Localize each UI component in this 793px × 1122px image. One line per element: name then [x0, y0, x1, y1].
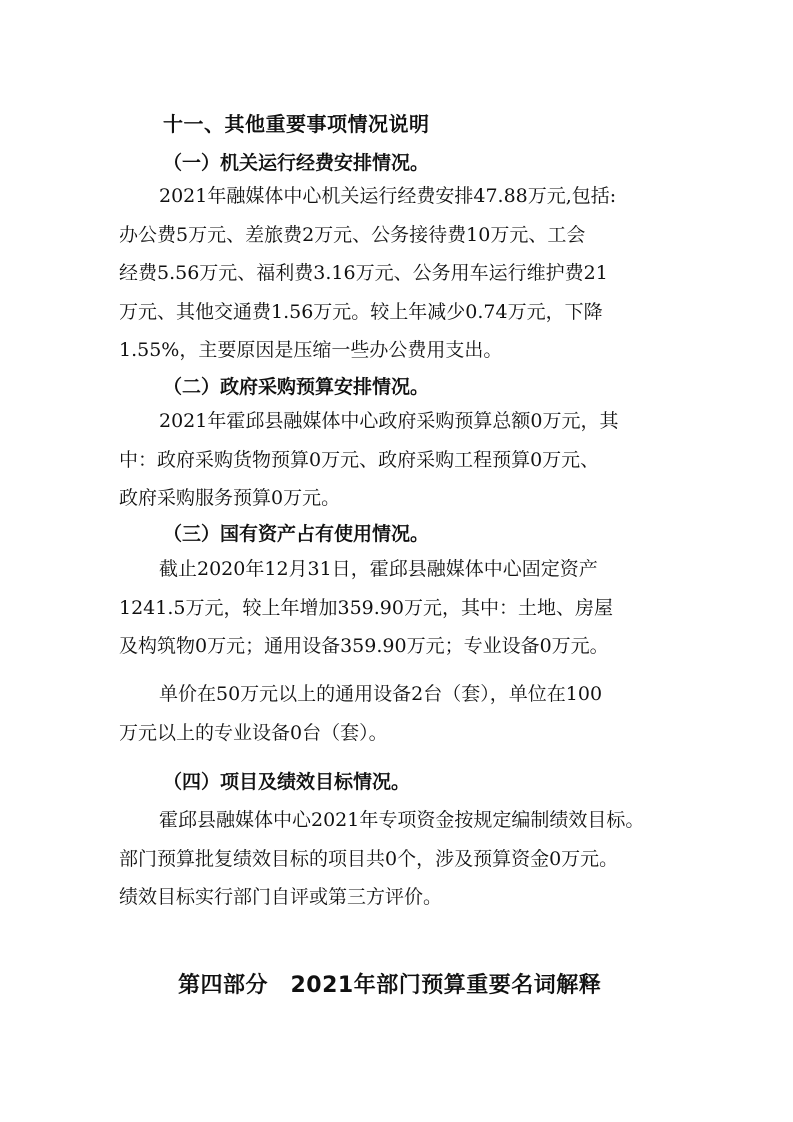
sub3-paragraph-a [119, 550, 685, 666]
section-heading: 十一、其他重要事项情况说明 [163, 112, 430, 136]
paragraph-line: 政府采购服务预算0万元。 [119, 487, 341, 509]
sub3-title: （三）国有资产占有使用情况。 [163, 523, 430, 545]
sub2-title: （二）政府采购预算安排情况。 [163, 376, 430, 398]
paragraph-line: 万元以上的专业设备0台（套）。 [119, 721, 388, 744]
paragraph-line: 万元、其他交通费1.56万元。较上年减少0.74万元，下降 [119, 300, 603, 323]
paragraph-line: 单价在50万元以上的通用设备2台（套），单位在100 [159, 683, 603, 705]
paragraph-line: 部门预算批复绩效目标的项目共0个，涉及预算资金0万元。 [119, 847, 619, 870]
paragraph-line: 办公费5万元、差旅费2万元、公务接待费10万元、工会 [119, 223, 586, 246]
sub1-paragraph [119, 177, 685, 370]
paragraph-line: 1241.5万元，较上年增加359.90万元，其中：土地、房屋 [119, 596, 613, 619]
paragraph-line: 及构筑物0万元；通用设备359.90万元；专业设备0万元。 [119, 635, 609, 657]
paragraph-line: 截止2020年12月31日，霍邱县融媒体中心固定资产 [159, 558, 598, 580]
sub4-title: （四）项目及绩效目标情况。 [163, 771, 411, 793]
sub1-title: （一）机关运行经费安排情况。 [163, 152, 430, 174]
sub4-paragraph [119, 801, 685, 917]
paragraph-line: 绩效目标实行部门自评或第三方评价。 [119, 886, 443, 908]
paragraph-line: 中：政府采购货物预算0万元、政府采购工程预算0万元、 [119, 448, 600, 471]
sub2-paragraph [119, 402, 685, 518]
paragraph-line: 经费5.56万元、福利费3.16万元、公务用车运行维护费21 [119, 262, 608, 284]
paragraph-line: 2021年融媒体中心机关运行经费安排47.88万元,包括: [159, 185, 617, 207]
paragraph-line: 霍邱县融媒体中心2021年专项资金按规定编制绩效目标。 [159, 809, 645, 831]
paragraph-line: 1.55%，主要原因是压缩一些办公费用支出。 [119, 339, 503, 361]
sub3-paragraph-b [119, 675, 685, 752]
part-title: 第四部分 2021年部门预算重要名词解释 [178, 973, 602, 998]
paragraph-line: 2021年霍邱县融媒体中心政府采购预算总额0万元，其 [159, 410, 619, 432]
